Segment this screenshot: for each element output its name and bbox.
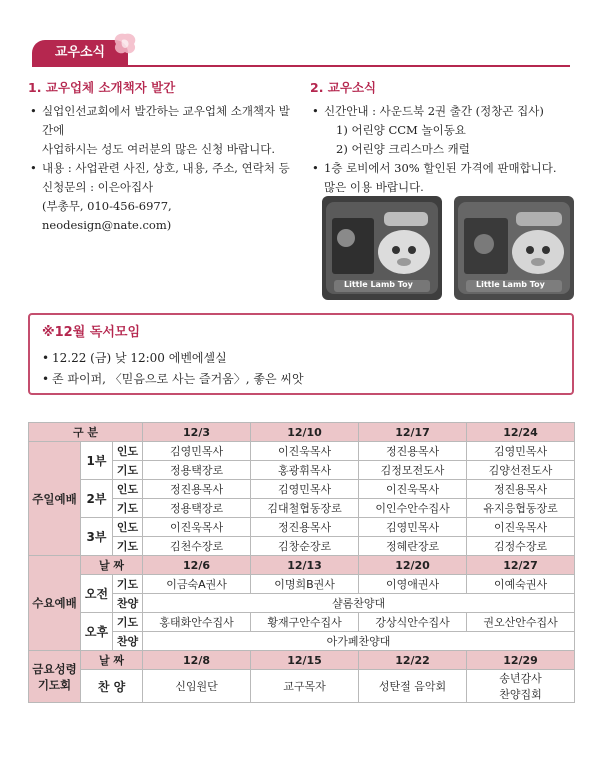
table-cell: 김영민목사 [251, 480, 359, 499]
flower-decoration-icon [110, 30, 140, 60]
reading-group-box [28, 313, 574, 395]
table-cell: 이인수안수집사 [359, 499, 467, 518]
member-news-section [310, 78, 580, 197]
news-item: 1) 어린양 CCM 놀이동요 [336, 123, 466, 137]
table-cell: 이진욱목사 [143, 518, 251, 537]
cell-line: 송년감사 [499, 672, 542, 685]
role-label: 인도 [113, 480, 143, 499]
friday-prayer-label-line1: 금요성령 [32, 661, 77, 676]
table-cell: 홍태화안수집사 [143, 613, 251, 632]
header-divider [32, 65, 570, 67]
role-label: 찬양 [113, 594, 143, 613]
date-header: 12/13 [251, 556, 359, 575]
service-part-label: 2부 [81, 480, 113, 518]
role-label: 기도 [113, 613, 143, 632]
table-cell: 유지응협동장로 [467, 499, 575, 518]
table-cell: 교구목자 [251, 670, 359, 703]
date-header: 12/15 [251, 651, 359, 670]
table-cell: 정진용목사 [467, 480, 575, 499]
booklet-contact: (부총무, 010-456-6977, neodesign@nate.com) [42, 199, 172, 232]
soundbook-image-1 [322, 196, 442, 300]
date-row-label: 날 짜 [81, 651, 143, 670]
table-cell: 이영애권사 [359, 575, 467, 594]
table-cell: 홍광휘목사 [251, 461, 359, 480]
reading-group-title: ※12월 독서모임 [42, 325, 141, 340]
service-part-label: 1부 [81, 442, 113, 480]
member-news-title: 2. 교우소식 [310, 80, 377, 95]
date-header: 12/24 [467, 423, 575, 442]
date-header: 12/6 [143, 556, 251, 575]
role-label: 기도 [113, 575, 143, 594]
table-cell: 이금숙A권사 [143, 575, 251, 594]
table-cell: 김창순장로 [251, 537, 359, 556]
table-cell: 성탄절 음악회 [359, 670, 467, 703]
role-label: 인도 [113, 518, 143, 537]
table-cell: 정용택장로 [143, 461, 251, 480]
news-item: 2) 어린양 크리스마스 캐럴 [336, 142, 470, 156]
date-header: 12/10 [251, 423, 359, 442]
service-part-label: 오전 [81, 575, 113, 613]
date-header: 12/3 [143, 423, 251, 442]
date-header: 12/29 [467, 651, 575, 670]
table-cell: 이진욱목사 [251, 442, 359, 461]
service-part-label: 오후 [81, 613, 113, 651]
news-item: 많은 이용 바랍니다. [324, 180, 424, 194]
table-cell: 강상식안수집사 [359, 613, 467, 632]
table-cell [467, 670, 575, 703]
table-cell: 샬롬찬양대 [143, 594, 575, 613]
sunday-worship-label: 주일예배 [29, 442, 81, 556]
table-cell: 김양선전도사 [467, 461, 575, 480]
table-cell: 김대철협동장로 [251, 499, 359, 518]
section-header-tab: 교우소식 [32, 40, 128, 66]
book-label: Little Lamb Toy [476, 280, 545, 289]
table-cell: 신임원단 [143, 670, 251, 703]
soundbook-image-2 [454, 196, 574, 300]
header-gubun: 구 분 [29, 423, 143, 442]
date-header: 12/27 [467, 556, 575, 575]
booklet-item: • 실업인선교회에서 발간하는 교우업체 소개책자 발간에 [28, 102, 298, 140]
friday-prayer-label-line2: 기도회 [37, 677, 72, 692]
table-cell: 이예숙권사 [467, 575, 575, 594]
table-cell: 정진용목사 [359, 442, 467, 461]
table-cell: 정진용목사 [143, 480, 251, 499]
table-cell: 이진욱목사 [359, 480, 467, 499]
table-cell: 김영민목사 [143, 442, 251, 461]
wednesday-worship-label: 수요예배 [29, 556, 81, 651]
role-label: 찬양 [113, 632, 143, 651]
table-cell: 김영민목사 [359, 518, 467, 537]
service-part-label: 3부 [81, 518, 113, 556]
cell-line: 찬양집회 [499, 688, 542, 701]
table-cell: 아가페찬양대 [143, 632, 575, 651]
role-label: 기도 [113, 499, 143, 518]
date-header: 12/22 [359, 651, 467, 670]
table-cell: 이진욱목사 [467, 518, 575, 537]
date-header: 12/17 [359, 423, 467, 442]
date-header: 12/8 [143, 651, 251, 670]
table-cell: 김영민목사 [467, 442, 575, 461]
table-cell: 이명희B권사 [251, 575, 359, 594]
business-booklet-title: 1. 교우업체 소개책자 발간 [28, 80, 176, 95]
booklet-item: • 내용 : 사업관련 사진, 상호, 내용, 주소, 연락처 등 [28, 159, 298, 178]
table-cell: 황재구안수집사 [251, 613, 359, 632]
role-label: 찬 양 [81, 670, 143, 703]
book-label: Little Lamb Toy [344, 280, 413, 289]
news-item: • 1층 로비에서 30% 할인된 가격에 판매합니다. [310, 159, 580, 178]
table-cell: 김정모전도사 [359, 461, 467, 480]
table-cell: 권오산안수집사 [467, 613, 575, 632]
reading-item: • 존 파이퍼, 〈믿음으로 사는 즐거움〉, 좋은 씨앗 [42, 369, 560, 390]
date-row-label: 날 짜 [81, 556, 143, 575]
booklet-item: 신청문의 : 이은아집사 [42, 180, 154, 194]
news-item: • 신간안내 : 사운드북 2권 출간 (정창곤 집사) [310, 102, 580, 121]
table-cell: 김천수장로 [143, 537, 251, 556]
reading-item: • 12.22 (금) 낮 12:00 에벤에셀실 [42, 348, 560, 369]
role-label: 기도 [113, 461, 143, 480]
role-label: 기도 [113, 537, 143, 556]
worship-schedule-table [28, 422, 575, 703]
friday-prayer-label [29, 651, 81, 703]
booklet-item: 사업하시는 성도 여러분의 많은 신청 바랍니다. [42, 142, 276, 156]
table-cell: 김정수장로 [467, 537, 575, 556]
table-cell: 정혜란장로 [359, 537, 467, 556]
table-cell: 정용택장로 [143, 499, 251, 518]
date-header: 12/20 [359, 556, 467, 575]
business-booklet-section [28, 78, 298, 235]
soundbook-images [322, 196, 578, 300]
role-label: 인도 [113, 442, 143, 461]
table-cell: 정진용목사 [251, 518, 359, 537]
